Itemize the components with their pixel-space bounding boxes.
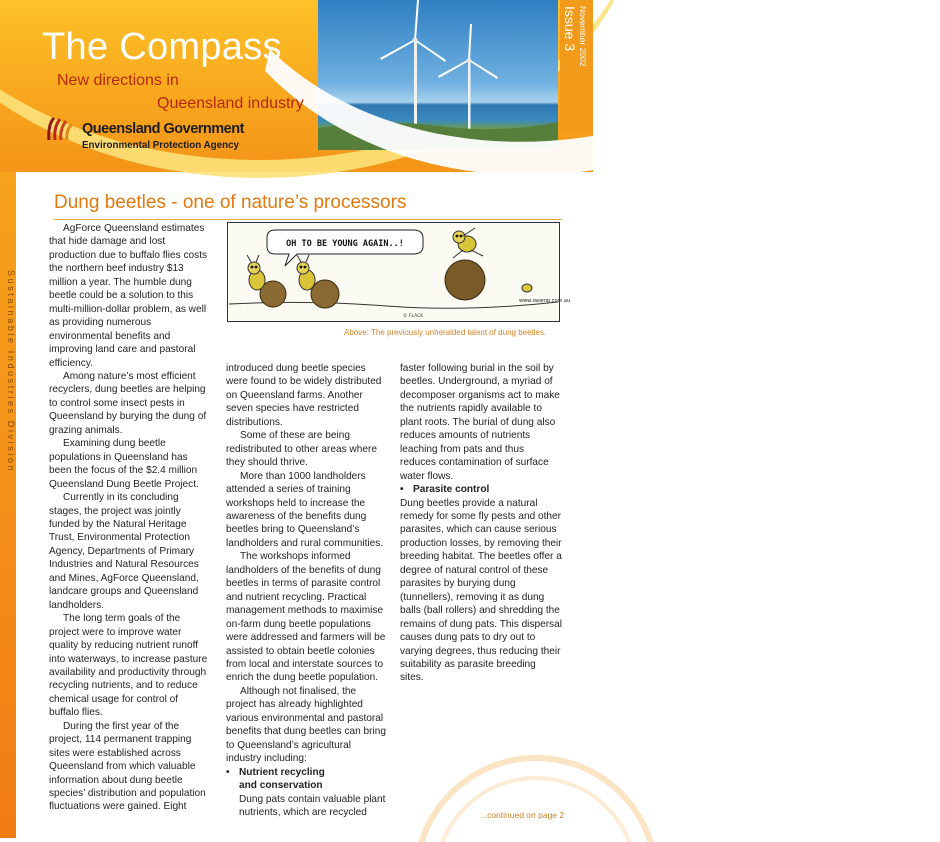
decorative-rings (406, 728, 556, 838)
paragraph: The long term goals of the project were to improve water quality by reducing nutrient runoff into waterways, to increase pasture availability and productivity through recycling nutrients, and to reduce chemical usage for control of buffalo flies. (49, 613, 208, 719)
article-column-2 (226, 362, 388, 819)
cartoonist-signature: © FLACK (403, 314, 424, 319)
bullet-heading (226, 766, 388, 793)
paragraph: introduced dung beetle species were found to be widely distributed on Queensland farms. Another seven species have restricted distributions. (226, 363, 382, 428)
agency-name: Environmental Protection Agency (82, 140, 239, 151)
queensland-coat-of-arms-logo (46, 116, 74, 142)
article-column-1 (49, 222, 209, 814)
paragraph: faster following burial in the soil by beetles. Underground, a myriad of decomposer organisms act to make the nutrients rapidly available to plant roots. The burial of dung also reduces amounts of nutrients leaching from pats and thus reduces contamination of surface water flows. (400, 363, 560, 482)
division-label: Sustainable Industries Division (6, 270, 16, 474)
article-title: Dung beetles - one of nature’s processors (54, 192, 407, 213)
article-column-3 (400, 362, 562, 685)
paragraph: The workshops informed landholders of the benefits of dung beetles in terms of parasite control and nutrient recycling. Practical management methods to maximise on-farm dung beetle populations were addressed and farmers will be assisted to obtain beetle colonies from local and interstate sources to enrich the dung beetle population. (226, 551, 386, 684)
issue-number: Issue 3 (562, 6, 578, 52)
issue-date: November 2002 (578, 6, 588, 67)
masthead (0, 0, 593, 172)
newsletter-title: The Compass (42, 26, 282, 68)
paragraph: During the first year of the project, 114 permanent trapping sites were established across Queensland from which valuable information about dung beetle species’ distribution and population fluctuations were gained. Eight (49, 720, 206, 813)
paragraph: Currently in its concluding stages, the project was jointly funded by the Natural Heritage Trust, Environmental Protection Agency, Departments of Primary Industries and Natural Resources and Mines, AgForce Queensland, landcare groups and Queensland landholders. (49, 492, 199, 611)
paragraph: Some of these are being redistributed to other areas where they should thrive. (226, 430, 377, 469)
tagline-line-2: Queensland industry (157, 95, 304, 112)
continued-note: ...continued on page 2 (480, 810, 565, 820)
left-sidebar (0, 172, 16, 838)
bullet-heading-line: • Nutrient recycling (239, 766, 325, 778)
title-rule (54, 219, 562, 220)
government-name: Queensland Government (82, 121, 244, 137)
paragraph: More than 1000 landholders attended a series of training workshops held to increase the awareness of the benefits dung beetles bring to Queensland’s landholders and rural communities. (226, 470, 384, 549)
paragraph: AgForce Queensland estimates that hide damage and lost production due to buffalo flies costs the northern beef industry $13 million a year. The humble dung beetle could be a solution to this multi-million-dollar problem, as well as providing numerous environmental benefits and improving land care and pastoral efficiency. (49, 223, 208, 369)
dung-beetle-cartoon (227, 222, 571, 322)
paragraph: Among nature’s most efficient recyclers, dung beetles are helping to control some insect pests in Queensland by burying the dung of grazing animals. (49, 370, 207, 436)
speech-bubble-text: OH TO BE YOUNG AGAIN..! (286, 239, 404, 249)
paragraph: Dung pats contain valuable plant nutrients, which are recycled (239, 793, 386, 818)
paragraph: Examining dung beetle populations in Queensland has been the focus of the $2.4 million Queensland Dung Beetle Project. (49, 438, 199, 490)
cartoon-caption: Above: The previously unheralded talent of dung beetles. (344, 328, 547, 337)
bullet-heading-line: and conservation (239, 780, 323, 792)
paragraph: Dung beetles provide a natural remedy for some fly pests and other parasites, which can cause serious production losses, by removing their breeding habitat. The beetles offer a degree of natural control of these parasites by burying dung (tunnellers), removing it as dung balls (ball rollers) and shredding the remains of dung pats. This dispersal causes dung pats to dry out to varying degrees, thus reducing their suitability as parasite breeding sites. (400, 497, 562, 684)
paragraph: Although not finalised, the project has already highlighted various environmental and pastoral benefits that dung beetles can bring to Queensland’s agricultural industry including: (226, 685, 386, 765)
bullet-heading: • Parasite control (400, 483, 562, 496)
tagline-line-1: New directions in (57, 72, 179, 89)
cartoon-url: www.swamp.com.au (519, 298, 571, 304)
